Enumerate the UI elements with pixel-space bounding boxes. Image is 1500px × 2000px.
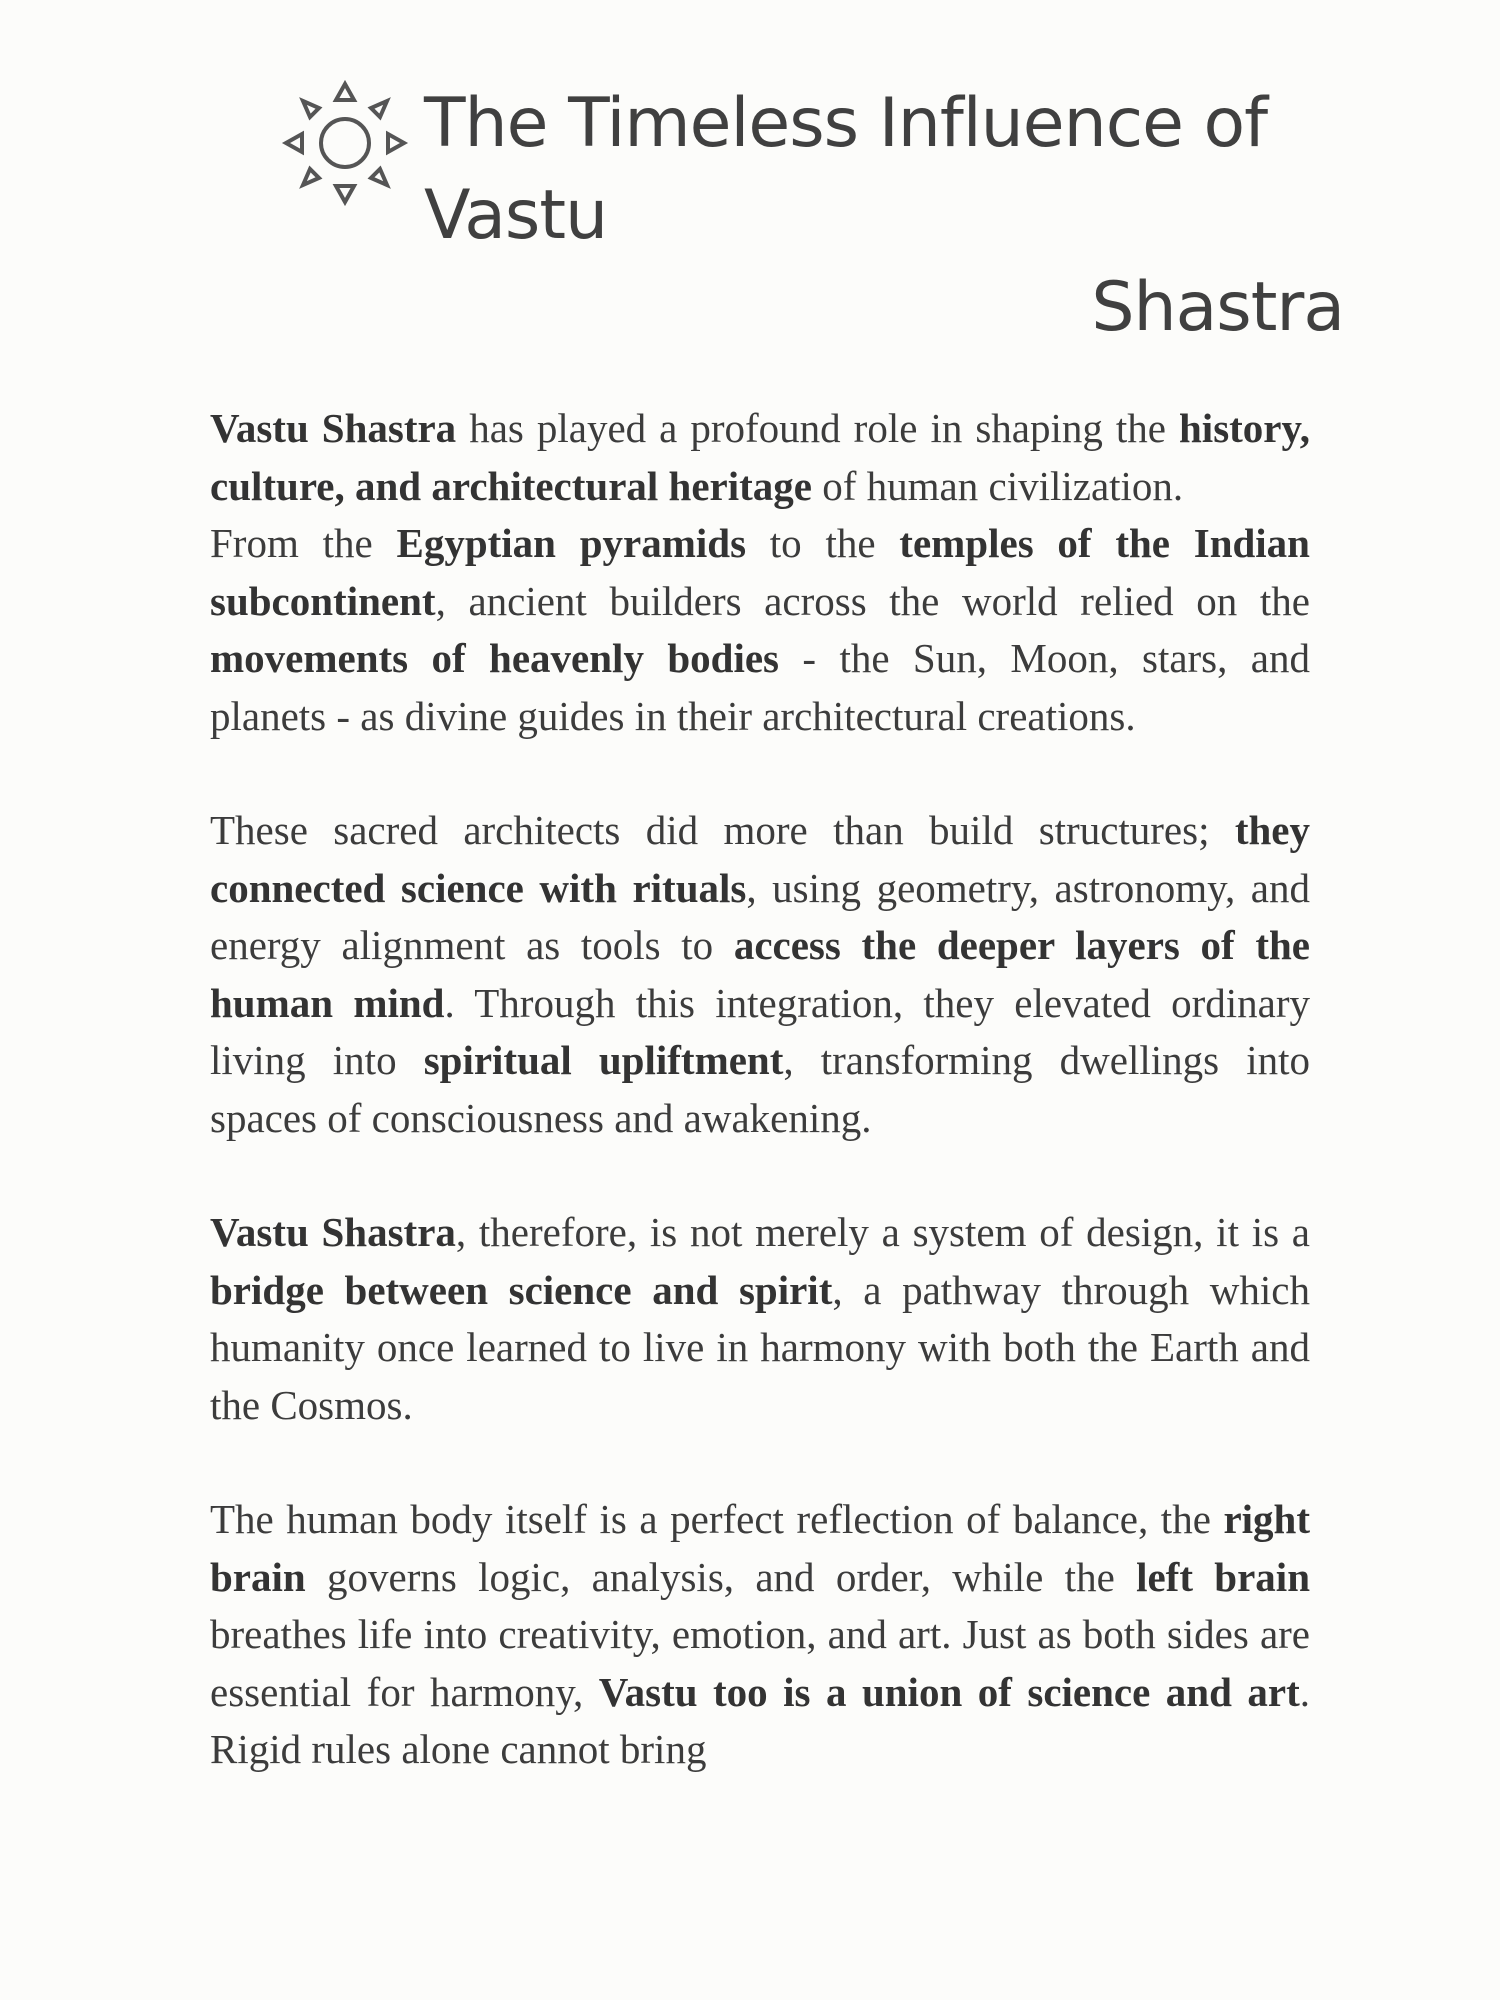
text-run: From the bbox=[210, 520, 397, 566]
paragraph-2 bbox=[210, 515, 1310, 745]
bold-text: temples of the Indian subcontinent bbox=[210, 520, 1310, 624]
text-run: , a pathway through which humanity once learned to live in harmony with both the Earth and the Cosmos. bbox=[210, 1266, 1310, 1428]
sun-icon bbox=[280, 78, 410, 208]
chapter-title bbox=[424, 78, 1344, 354]
text-run: of human civilization. bbox=[812, 462, 1184, 509]
bold-text: movements of heavenly bodies bbox=[210, 635, 779, 681]
text-run: to the bbox=[746, 520, 900, 566]
bold-text: Vastu too is a union of science and art bbox=[598, 1668, 1300, 1715]
bold-text: access the deeper layers of the human mind bbox=[210, 922, 1310, 1026]
paragraph-1 bbox=[210, 400, 1310, 515]
bold-text: right brain bbox=[210, 1496, 1310, 1600]
text-run: , therefore, is not merely a system of design, it is a bbox=[455, 1209, 1310, 1255]
text-run: , transforming dwellings into spaces of consciousness and awakening. bbox=[210, 1037, 1310, 1141]
bold-text: bridge between science and spirit bbox=[210, 1266, 833, 1313]
text-run: , using geometry, astronomy, and energy alignment as tools to bbox=[210, 864, 1311, 968]
text-run: breathes life into creativity, emotion, and art. Just as both sides are essential for harmony, bbox=[210, 1611, 1310, 1715]
bold-text: Vastu Shastra bbox=[210, 405, 457, 451]
text-run: . Rigid rules alone cannot bring bbox=[210, 1668, 1310, 1772]
chapter-title-line-2: Shastra bbox=[1091, 268, 1344, 347]
bold-text: Egyptian pyramids bbox=[396, 520, 747, 566]
text-run: These sacred architects did more than build structures; bbox=[210, 807, 1235, 853]
text-run: The human body itself is a perfect reflection of balance, the bbox=[210, 1496, 1224, 1542]
body-text bbox=[210, 400, 1310, 1779]
paragraph-4 bbox=[210, 1204, 1310, 1434]
chapter-heading bbox=[280, 78, 1344, 354]
chapter-title-line-1: The Timeless Influence of Vastu bbox=[424, 84, 1268, 255]
text-run: has played a profound role in shaping the bbox=[456, 405, 1179, 451]
bold-text: history, culture, and architectural heritage bbox=[210, 405, 1310, 509]
paragraph-5 bbox=[210, 1491, 1310, 1779]
text-run: - the Sun, Moon, stars, and planets - as divine guides in their architectural creations. bbox=[210, 635, 1310, 739]
bold-text: Vastu Shastra bbox=[210, 1209, 456, 1255]
text-run: , ancient builders across the world relied on the bbox=[435, 577, 1310, 624]
text-run: governs logic, analysis, and order, while the bbox=[305, 1553, 1137, 1600]
bold-text: spiritual upliftment bbox=[423, 1037, 784, 1083]
bold-text: they connected science with rituals bbox=[210, 807, 1310, 911]
text-run: . Through this integration, they elevated ordinary living into bbox=[210, 979, 1310, 1083]
paragraph-3 bbox=[210, 802, 1310, 1147]
bold-text: left brain bbox=[1136, 1553, 1310, 1600]
